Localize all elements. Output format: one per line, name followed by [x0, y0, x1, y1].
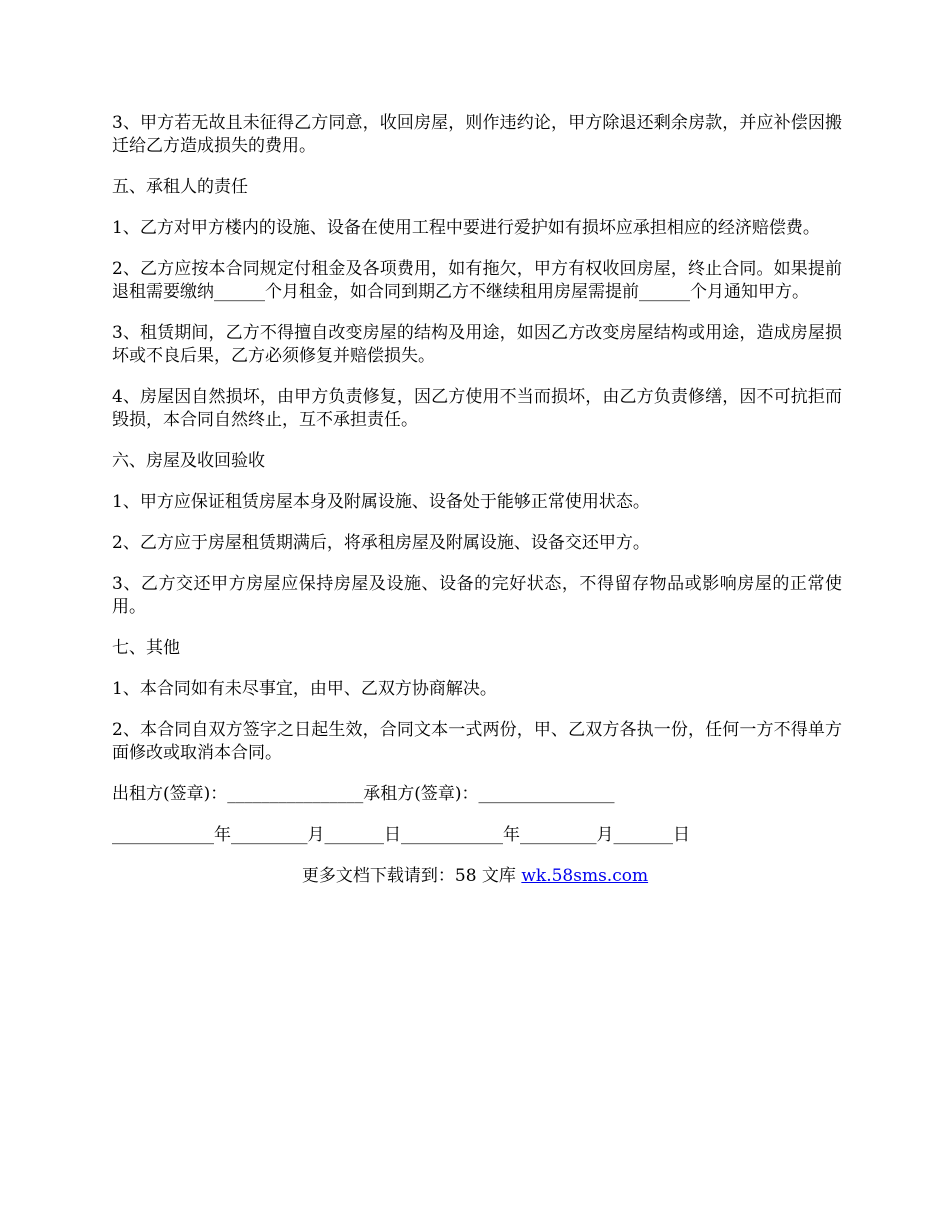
clause-2-rent-payment: 2、乙方应按本合同规定付租金及各项费用，如有拖欠，甲方有权收回房屋，终止合同。如果提前退租需要缴纳______个月租金，如合同到期乙方不继续租用房屋需提前______个月通知甲方。 — [112, 259, 842, 302]
section-heading-other: 七、其他 — [112, 638, 180, 658]
footer-link[interactable]: wk.58sms.com — [521, 866, 649, 886]
clause-1-landlord-guarantee: 1、甲方应保证租赁房屋本身及附属设施、设备处于能够正常使用状态。 — [112, 492, 650, 512]
date-line: ____________年_________月_______日____________年_________月_______日 — [112, 825, 690, 845]
clause-1-negotiation: 1、本合同如有未尽事宜，由甲、乙双方协商解决。 — [112, 679, 497, 699]
clause-1-facility-care: 1、乙方对甲方楼内的设施、设备在使用工程中要进行爱护如有损坏应承担相应的经济赔偿费。 — [112, 218, 820, 238]
clause-2-effective-date: 2、本合同自双方签字之日起生效，合同文本一式两份，甲、乙双方各执一份，任何一方不得单方面修改或取消本合同。 — [112, 720, 842, 763]
clause-3-no-alteration: 3、租赁期间，乙方不得擅自改变房屋的结构及用途，如因乙方改变房屋结构或用途，造成房屋损坏或不良后果，乙方必须修复并赔偿损失。 — [112, 323, 842, 366]
signature-line: 出租方(签章)：________________承租方(签章)：________________ — [112, 784, 615, 804]
section-heading-tenant-duties: 五、承租人的责任 — [112, 177, 248, 197]
clause-4-natural-damage: 4、房屋因自然损坏，由甲方负责修复，因乙方使用不当而损坏，由乙方负责修缮，因不可抗拒而毁损，本合同自然终止，互不承担责任。 — [112, 387, 842, 430]
clause-3-landlord-breach: 3、甲方若无故且未征得乙方同意，收回房屋，则作违约论，甲方除退还剩余房款，并应补偿因搬迁给乙方造成损失的费用。 — [112, 113, 842, 156]
footer-download-notice — [112, 865, 842, 888]
clause-2-return-premises: 2、乙方应于房屋租赁期满后，将承租房屋及附属设施、设备交还甲方。 — [112, 533, 650, 553]
footer-prefix: 更多文档下载请到：58 文库 — [301, 866, 522, 886]
section-heading-acceptance: 六、房屋及收回验收 — [112, 451, 265, 471]
clause-3-good-condition: 3、乙方交还甲方房屋应保持房屋及设施、设备的完好状态，不得留存物品或影响房屋的正常使用。 — [112, 574, 842, 617]
